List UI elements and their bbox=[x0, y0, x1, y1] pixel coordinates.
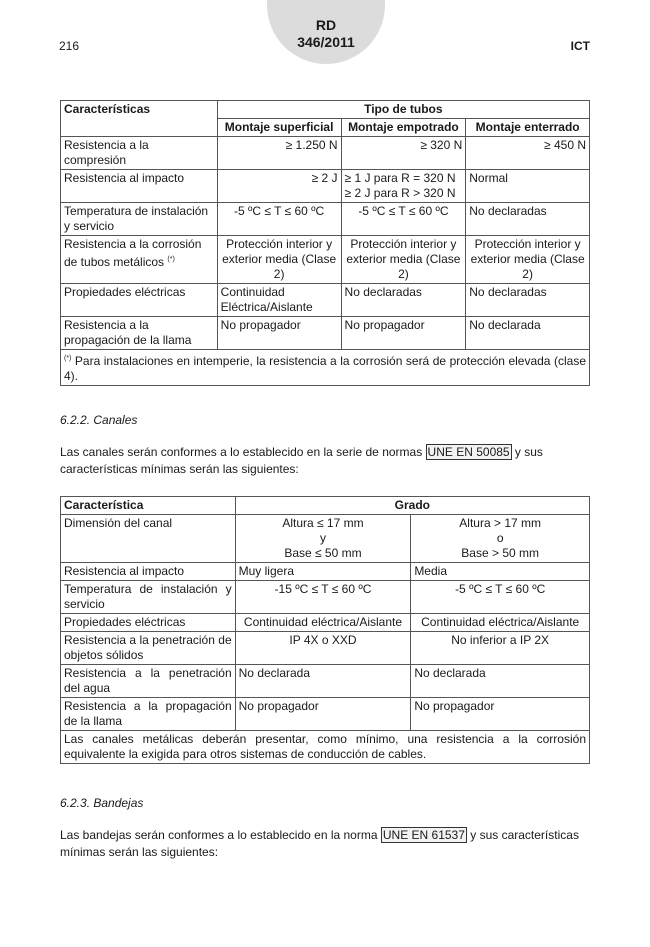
footnote-text: Para instalaciones en intemperie, la resistencia a la corrosión será de protección elevada (clase 4). bbox=[64, 354, 586, 383]
cell-line: Altura ≤ 17 mm bbox=[282, 516, 364, 530]
standard-reference: UNE EN 61537 bbox=[382, 828, 465, 842]
table-header-row bbox=[61, 101, 590, 119]
row-label: Resistencia a la propagación de la llama bbox=[61, 698, 236, 731]
cell: Muy ligera bbox=[235, 563, 411, 581]
cell: ≥ 2 J bbox=[217, 170, 341, 203]
cell bbox=[411, 515, 590, 563]
table-row bbox=[61, 515, 590, 563]
cell: ≥ 320 N bbox=[341, 137, 466, 170]
channels-table bbox=[60, 496, 590, 764]
row-label: Resistencia al impacto bbox=[61, 563, 236, 581]
row-label: Temperatura de instalación y servicio bbox=[61, 581, 236, 614]
row-label: Resistencia a la propagación de la llama bbox=[61, 317, 218, 350]
cell-line: Altura > 17 mm bbox=[459, 516, 541, 530]
footnote-row bbox=[61, 350, 590, 386]
cell: Protección interior y exterior media (Clase 2) bbox=[341, 236, 466, 284]
cell: Normal bbox=[466, 170, 590, 203]
row-label: Propiedades eléctricas bbox=[61, 614, 236, 632]
cell: Continuidad eléctrica/Aislante bbox=[235, 614, 411, 632]
cell-line: o bbox=[496, 531, 504, 545]
header-tab-title bbox=[267, 17, 385, 51]
cell: Protección interior y exterior media (Clase 2) bbox=[466, 236, 590, 284]
paragraph-bandejas bbox=[60, 827, 590, 861]
cell: No declaradas bbox=[466, 284, 590, 317]
header-characteristic: Característica bbox=[61, 497, 236, 515]
header-tube-type: Tipo de tubos bbox=[217, 101, 589, 119]
cell: No propagador bbox=[217, 317, 341, 350]
cell-line: y bbox=[319, 531, 326, 545]
table-row bbox=[61, 665, 590, 698]
header-characteristics: Características bbox=[61, 101, 218, 137]
para-text: y sus características mínimas serán las siguientes: bbox=[60, 828, 579, 859]
tab-line-2: 346/2011 bbox=[297, 34, 355, 50]
page-number: 216 bbox=[59, 39, 80, 53]
cell: -15 ºC ≤ T ≤ 60 ºC bbox=[235, 581, 411, 614]
tubes-table bbox=[60, 100, 590, 386]
row-label: Temperatura de instalación y servicio bbox=[61, 203, 218, 236]
row-label-text: Resistencia a la corrosión de tubos metálicos bbox=[64, 237, 202, 269]
section-heading-bandejas: 6.2.3. Bandejas bbox=[60, 796, 144, 810]
cell: Protección interior y exterior media (Clase 2) bbox=[217, 236, 341, 284]
footnote bbox=[61, 350, 590, 386]
footnote-mark: (*) bbox=[64, 355, 72, 362]
cell: -5 ºC ≤ T ≤ 60 ºC bbox=[217, 203, 341, 236]
cell: No declarada bbox=[466, 317, 590, 350]
row-label: Resistencia a la penetración de objetos sólidos bbox=[61, 632, 236, 665]
cell: No declarada bbox=[411, 665, 590, 698]
cell: IP 4X o XXD bbox=[235, 632, 411, 665]
paragraph-canales bbox=[60, 444, 590, 478]
subheader-buried: Montaje enterrado bbox=[466, 119, 590, 137]
subheader-embedded: Montaje empotrado bbox=[341, 119, 466, 137]
cell: No propagador bbox=[235, 698, 411, 731]
table-header-row bbox=[61, 497, 590, 515]
table-row bbox=[61, 698, 590, 731]
cell: No propagador bbox=[411, 698, 590, 731]
table-row bbox=[61, 284, 590, 317]
footnote-ref: (*) bbox=[167, 256, 175, 263]
cell: Media bbox=[411, 563, 590, 581]
cell bbox=[341, 170, 466, 203]
cell: Continuidad Eléctrica/Aislante bbox=[217, 284, 341, 317]
cell: No declaradas bbox=[341, 284, 466, 317]
table-row bbox=[61, 137, 590, 170]
section-tag: ICT bbox=[570, 39, 590, 53]
table-row bbox=[61, 317, 590, 350]
standard-reference: UNE EN 50085 bbox=[427, 445, 510, 459]
table-note: Las canales metálicas deberán presentar, como mínimo, una resistencia a la corrosión equivalente la exigida para otros sistemas de conducción de cables. bbox=[61, 731, 590, 764]
table-row bbox=[61, 632, 590, 665]
cell-line: ≥ 1 J para R = 320 N bbox=[344, 171, 456, 185]
cell: No propagador bbox=[341, 317, 466, 350]
cell-line: Base ≤ 50 mm bbox=[284, 546, 362, 560]
row-label: Resistencia al impacto bbox=[61, 170, 218, 203]
para-text: y sus características mínimas serán las siguientes: bbox=[60, 445, 543, 476]
row-label bbox=[61, 236, 218, 284]
header-grade: Grado bbox=[235, 497, 589, 515]
cell: No declaradas bbox=[466, 203, 590, 236]
cell: ≥ 1.250 N bbox=[217, 137, 341, 170]
row-label: Dimensión del canal bbox=[61, 515, 236, 563]
cell: -5 ºC ≤ T ≤ 60 ºC bbox=[341, 203, 466, 236]
cell-line: ≥ 2 J para R > 320 N bbox=[344, 186, 456, 200]
para-text: Las canales serán conformes a lo establecido en la serie de normas bbox=[60, 445, 426, 459]
para-text: Las bandejas serán conformes a lo establecido en la norma bbox=[60, 828, 381, 842]
cell: No inferior a IP 2X bbox=[411, 632, 590, 665]
note-row bbox=[61, 731, 590, 764]
table-row bbox=[61, 614, 590, 632]
table-row bbox=[61, 236, 590, 284]
cell: Continuidad eléctrica/Aislante bbox=[411, 614, 590, 632]
row-label: Resistencia a la penetración del agua bbox=[61, 665, 236, 698]
row-label: Propiedades eléctricas bbox=[61, 284, 218, 317]
tab-line-1: RD bbox=[315, 17, 337, 33]
cell: ≥ 450 N bbox=[466, 137, 590, 170]
table-row bbox=[61, 581, 590, 614]
cell: -5 ºC ≤ T ≤ 60 ºC bbox=[411, 581, 590, 614]
subheader-surface: Montaje superficial bbox=[217, 119, 341, 137]
table-row bbox=[61, 563, 590, 581]
cell: No declarada bbox=[235, 665, 411, 698]
row-label: Resistencia a la compresión bbox=[61, 137, 218, 170]
cell-line: Base > 50 mm bbox=[461, 546, 539, 560]
table-row bbox=[61, 203, 590, 236]
table-row bbox=[61, 170, 590, 203]
section-heading-canales: 6.2.2. Canales bbox=[60, 413, 138, 427]
cell bbox=[235, 515, 411, 563]
